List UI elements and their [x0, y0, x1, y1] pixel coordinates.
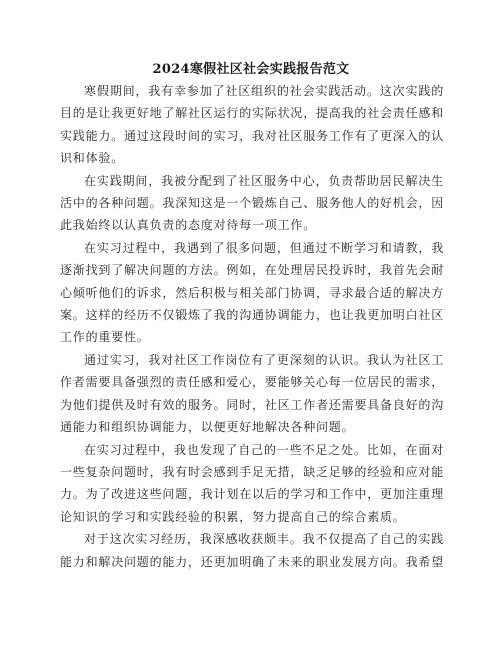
- paragraph-1: 寒假期间，我有幸参加了社区组织的社会实践活动。这次实践的目的是让我更好地了解社区运行的实际状况，提高我的社会责任感和实践能力。通过这段时间的实习，我对社区服务工作有了更深入的认识和体验。: [60, 84, 445, 166]
- document-body: [60, 80, 444, 573]
- paragraph-2: 在实践期间，我被分配到了社区服务中心，负责帮助居民解决生活中的各种问题。我深知这是一个锻炼自己、服务他人的好机会，因此我始终以认真负责的态度对待每一项工作。: [60, 173, 445, 233]
- document-title: 2024寒假社区社会实践报告范文: [152, 62, 350, 77]
- paragraph-3: 在实习过程中，我遇到了很多问题，但通过不断学习和请教，我逐渐找到了解决问题的方法。例如，在处理居民投诉时，我首先会耐心倾听他们的诉求，然后积极与相关部门协调，寻求最合适的解决方案。这样的经历不仅锻炼了我的沟通协调能力，也让我更加明白社区工作的重要性。: [60, 240, 445, 345]
- paragraph-6: 对于这次实习经历，我深感收获颇丰。我不仅提高了自己的实践能力和解决问题的能力，还更加明确了未来的职业发展方向。我希望: [60, 532, 445, 569]
- paragraph-4: 通过实习，我对社区工作岗位有了更深刻的认识。我认为社区工作者需要具备强烈的责任感和爱心，要能够关心每一位居民的需求，为他们提供及时有效的服务。同时，社区工作者还需要具备良好的沟通能力和组织协调能力，以便更好地解决各种问题。: [60, 352, 445, 435]
- paragraph-5: 在实习过程中，我也发现了自己的一些不足之处。比如，在面对一些复杂问题时，我有时会感到手足无措，缺乏足够的经验和应对能力。为了改进这些问题，我计划在以后的学习和工作中，更加注重理论知识的学习和实践经验的积累，努力提高自己的综合素质。: [60, 442, 445, 524]
